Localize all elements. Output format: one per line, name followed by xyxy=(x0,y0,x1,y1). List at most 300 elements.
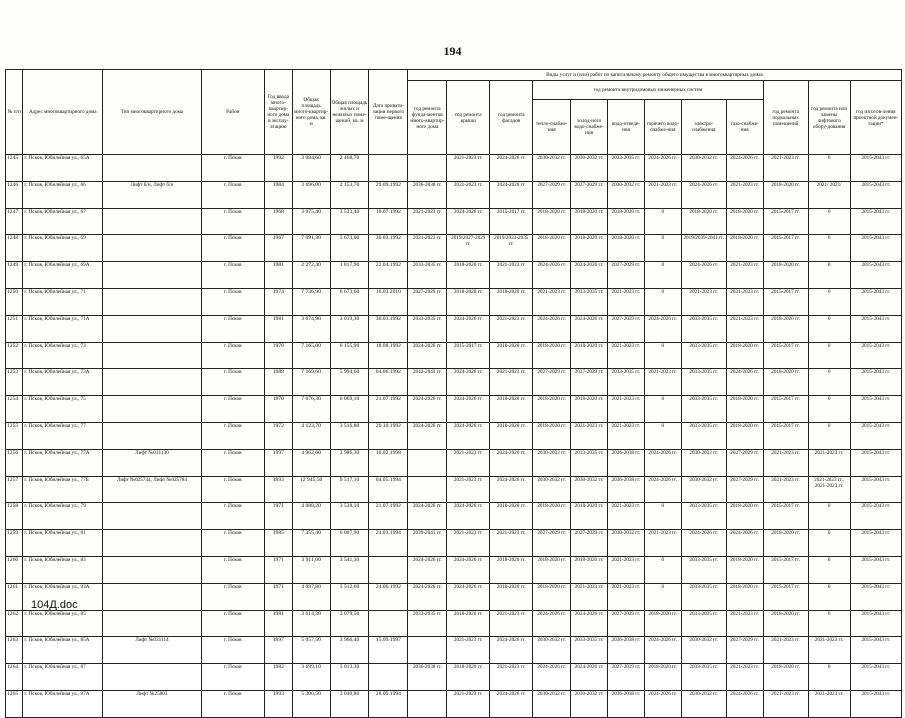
docs-year-cell: 2015-2043 гг. xyxy=(850,155,901,182)
living-area-cell: 9 517,10 xyxy=(330,476,369,503)
gas-year-cell: 2018-2020 гг. xyxy=(726,583,763,610)
facade-year-cell: 2021-2023 гг. xyxy=(490,369,533,396)
district-cell: г. Псков xyxy=(201,503,264,530)
district-cell: г. Псков xyxy=(201,369,264,396)
district-cell: г. Псков xyxy=(201,690,264,717)
total-area-cell: 3 911,00 xyxy=(292,556,330,583)
roof-year-cell: 2021-2023 гг. xyxy=(447,155,490,182)
gas-year-cell: 2027-2029 гг. xyxy=(726,449,763,476)
living-area-cell: 6 673,60 xyxy=(330,288,369,315)
docs-year-cell: 2015-2043 гг. xyxy=(850,369,901,396)
heat-year-cell: 2018-2020 гг. xyxy=(533,583,571,610)
row-number: 1265 xyxy=(6,690,23,717)
electric-year-cell: 2033-2035 гг. xyxy=(681,556,726,583)
district-cell: г. Псков xyxy=(201,155,264,182)
basement-year-cell: 2015-2017 гг. xyxy=(763,422,808,449)
facade-year-cell: 2019/2033-2035 гг. xyxy=(490,235,533,262)
facade-year-cell: 2024-2026 гг. xyxy=(490,690,533,717)
house-type-cell xyxy=(103,530,201,557)
docs-year-cell: 2015-2043 гг. xyxy=(850,288,901,315)
cold-water-year-cell: 2024-2026 гг. xyxy=(571,610,608,637)
table-row xyxy=(6,476,902,503)
basement-year-cell: 2021-2023 гг. xyxy=(763,449,808,476)
privatization-date-cell: 21.07.1992 xyxy=(369,396,408,423)
privatization-date-cell: 10.07.1992 xyxy=(369,208,408,235)
district-cell: г. Псков xyxy=(201,396,264,423)
foundation-year-cell: 2036-2038 гг. xyxy=(408,664,447,691)
gas-year-cell: 2021-2023 гг. xyxy=(726,315,763,342)
year-cell: 1972 xyxy=(265,422,293,449)
house-type-cell xyxy=(103,155,201,182)
year-cell: 1981 xyxy=(265,262,293,289)
gas-year-cell: 2021-2023 гг. xyxy=(726,181,763,208)
electric-year-cell: 2033-2035 гг. xyxy=(681,396,726,423)
row-number: 1253 xyxy=(6,369,23,396)
address-cell: г. Псков, Юбилейная ул., 85А xyxy=(23,637,103,664)
sewer-year-cell: 2036-2038 гг. xyxy=(607,449,644,476)
header-num: № п/п xyxy=(6,70,23,155)
row-number: 1254 xyxy=(6,396,23,423)
lift-year-cell: 2021-2023 гг. xyxy=(808,449,850,476)
heat-year-cell: 2021-2023 гг. xyxy=(533,288,571,315)
house-type-cell xyxy=(103,422,201,449)
privatization-date-cell: 28.09.1994 xyxy=(369,690,408,717)
total-area-cell: 4 962,60 xyxy=(292,449,330,476)
house-type-cell xyxy=(103,315,201,342)
foundation-year-cell: 2024-2026 гг. xyxy=(408,396,447,423)
year-cell: 1968 xyxy=(265,208,293,235)
cold-water-year-cell: 2018-2020 гг. xyxy=(571,342,608,369)
lift-year-cell: 0 xyxy=(808,610,850,637)
address-cell: г. Псков, Юбилейная ул., 81 xyxy=(23,530,103,557)
roof-year-cell: 2021-2023 гг. xyxy=(447,637,490,664)
docs-year-cell: 2015-2043 гг. xyxy=(850,503,901,530)
lift-year-cell: 2021-2023 гг. xyxy=(808,690,850,717)
total-area-cell: 7 169,60 xyxy=(292,369,330,396)
hot-water-year-cell: 0 xyxy=(644,396,681,423)
electric-year-cell: 2033-2035 гг. xyxy=(681,503,726,530)
living-area-cell: 3 019,30 xyxy=(330,315,369,342)
district-cell: г. Псков xyxy=(201,583,264,610)
sewer-year-cell: 2021-2023 гг. xyxy=(607,556,644,583)
roof-year-cell: 2018-2020 гг. xyxy=(447,262,490,289)
address-cell: г. Псков, Юбилейная ул., 75 xyxy=(23,396,103,423)
total-area-cell: 7 165,00 xyxy=(292,342,330,369)
total-area-cell: 4 088,20 xyxy=(292,503,330,530)
house-type-cell xyxy=(103,396,201,423)
facade-year-cell: 2024-2026 гг. xyxy=(490,476,533,503)
table-row xyxy=(6,396,902,423)
docs-year-cell: 2015-2043 гг. xyxy=(850,396,901,423)
table-row xyxy=(6,583,902,610)
privatization-date-cell: 16.03.2010 xyxy=(369,288,408,315)
district-cell: г. Псков xyxy=(201,449,264,476)
docs-year-cell: 2015-2043 гг. xyxy=(850,690,901,717)
hot-water-year-cell: 2018-2020 гг. xyxy=(644,664,681,691)
year-cell: 1997 xyxy=(265,449,293,476)
facade-year-cell: 2018-2020 гг. xyxy=(490,583,533,610)
year-cell: 1997 xyxy=(265,637,293,664)
heat-year-cell: 2024-2026 гг. xyxy=(533,262,571,289)
house-type-cell xyxy=(103,664,201,691)
gas-year-cell: 2018-2020 гг. xyxy=(726,503,763,530)
address-cell: г. Псков, Юбилейная ул., 67 xyxy=(23,208,103,235)
lift-year-cell: 0 xyxy=(808,396,850,423)
header-sewer: водо-отведе-ния xyxy=(607,100,644,155)
house-type-cell: Лифт №031130 xyxy=(103,449,201,476)
row-number: 1248 xyxy=(6,235,23,262)
basement-year-cell: 2015-2017 гг. xyxy=(763,503,808,530)
roof-year-cell: 2024-2026 гг. xyxy=(447,422,490,449)
district-cell: г. Псков xyxy=(201,181,264,208)
lift-year-cell: 0 xyxy=(808,422,850,449)
gas-year-cell: 2024-2026 гг. xyxy=(726,690,763,717)
address-cell: г. Псков, Юбилейная ул., 85 xyxy=(23,610,103,637)
foundation-year-cell: 2024-2026 гг. xyxy=(408,342,447,369)
gas-year-cell: 2024-2026 гг. xyxy=(726,530,763,557)
table-row xyxy=(6,342,902,369)
sewer-year-cell: 2021-2023 гг. xyxy=(607,503,644,530)
foundation-year-cell: 2042-2043 гг. xyxy=(408,369,447,396)
living-area-cell: 6 155,90 xyxy=(330,342,369,369)
year-cell: 1985 xyxy=(265,530,293,557)
basement-year-cell: 2021-2023 гг. xyxy=(763,155,808,182)
lift-year-cell: 2021-2023 гг. xyxy=(808,637,850,664)
header-basement: год ремонта подвальных помещений xyxy=(763,81,808,155)
foundation-year-cell: 2021-2023 гг. xyxy=(408,208,447,235)
foundation-year-cell: 2033-2035 гг. xyxy=(408,262,447,289)
facade-year-cell: 2021-2023 гг. xyxy=(490,262,533,289)
sewer-year-cell: 2027-2029 гг. xyxy=(607,315,644,342)
foundation-year-cell: 2039-2041 гг. xyxy=(408,530,447,557)
docs-year-cell: 2015-2043 гг. xyxy=(850,610,901,637)
basement-year-cell: 2021-2023 гг. xyxy=(763,637,808,664)
district-cell: г. Псков xyxy=(201,422,264,449)
docs-year-cell: 2015-2043 гг. xyxy=(850,262,901,289)
hot-water-year-cell: 2021-2023 гг. xyxy=(644,181,681,208)
living-area-cell: 3 516,80 xyxy=(330,422,369,449)
house-type-cell xyxy=(103,503,201,530)
header-total-area: Общая площадь много-квартир-ного дома, кв. м xyxy=(292,70,330,155)
header-docs: год изготов-ления проектной докумен-тации* xyxy=(850,81,901,155)
year-cell: 1981 xyxy=(265,315,293,342)
electric-year-cell: 2033-2035 гг. xyxy=(681,610,726,637)
gas-year-cell: 2018-2020 гг. xyxy=(726,556,763,583)
lift-year-cell: 0 xyxy=(808,369,850,396)
total-area-cell: 5 057,50 xyxy=(292,637,330,664)
address-cell: г. Псков, Юбилейная ул., 66 xyxy=(23,181,103,208)
table-row xyxy=(6,503,902,530)
sewer-year-cell: 2018-2020 гг. xyxy=(607,208,644,235)
heat-year-cell: 2027-2029 гг. xyxy=(533,181,571,208)
sewer-year-cell: 2036-2038 гг. xyxy=(607,637,644,664)
heat-year-cell: 2018-2020 гг. xyxy=(533,422,571,449)
foundation-year-cell: 2036-2038 гг. xyxy=(408,181,447,208)
docs-year-cell: 2015-2043 гг. xyxy=(850,637,901,664)
house-type-cell xyxy=(103,610,201,637)
address-cell: г. Псков, Юбилейная ул., 73А xyxy=(23,369,103,396)
total-area-cell: 7 736,90 xyxy=(292,288,330,315)
cold-water-year-cell: 2018-2020 гг. xyxy=(571,396,608,423)
table-row xyxy=(6,369,902,396)
heat-year-cell: 2030-2032 гг. xyxy=(533,449,571,476)
docs-year-cell: 2015-2043 гг. xyxy=(850,315,901,342)
table-body xyxy=(6,155,902,718)
basement-year-cell: 2015-2017 гг. xyxy=(763,288,808,315)
house-type-cell xyxy=(103,583,201,610)
roof-year-cell: 2024-2026 гг. xyxy=(447,208,490,235)
address-cell: г. Псков, Юбилейная ул., 77 xyxy=(23,422,103,449)
table-row xyxy=(6,530,902,557)
heat-year-cell: 2018-2020 гг. xyxy=(533,396,571,423)
electric-year-cell: 2033-2035 гг. xyxy=(681,369,726,396)
roof-year-cell: 2021-2023 гг. xyxy=(447,449,490,476)
living-area-cell: 3 079,50 xyxy=(330,610,369,637)
hot-water-year-cell: 2024-2026 гг. xyxy=(644,155,681,182)
heat-year-cell: 2024-2026 гг. xyxy=(533,610,571,637)
docs-year-cell: 2015-2043 гг. xyxy=(850,556,901,583)
table-row xyxy=(6,208,902,235)
sewer-year-cell: 2027-2029 гг. xyxy=(607,664,644,691)
basement-year-cell: 2015-2017 гг. xyxy=(763,235,808,262)
roof-year-cell: 2018-2020 гг. xyxy=(447,610,490,637)
lift-year-cell: 0 xyxy=(808,583,850,610)
electric-year-cell: 2030-2032 гг. xyxy=(681,449,726,476)
cold-water-year-cell: 2021-2023 гг. xyxy=(571,422,608,449)
year-cell: 1974 xyxy=(265,288,293,315)
facade-year-cell: 2018-2020 гг. xyxy=(490,342,533,369)
row-number: 1249 xyxy=(6,262,23,289)
hot-water-year-cell: 0 xyxy=(644,503,681,530)
foundation-year-cell: 2024-2026 гг. xyxy=(408,422,447,449)
electric-year-cell: 2021-2023 гг. xyxy=(681,288,726,315)
total-area-cell: 5 300,50 xyxy=(292,690,330,717)
electric-year-cell: 2033-2035 гг. xyxy=(681,664,726,691)
hot-water-year-cell: 0 xyxy=(644,583,681,610)
year-cell: 1971 xyxy=(265,503,293,530)
basement-year-cell: 2018-2020 гг. xyxy=(763,262,808,289)
gas-year-cell: 2027-2029 гг. xyxy=(726,637,763,664)
year-cell: 1993 xyxy=(265,690,293,717)
roof-year-cell: 2024-2026 гг. xyxy=(447,369,490,396)
year-cell: 1970 xyxy=(265,342,293,369)
header-type: Тип многоквартирного дома xyxy=(103,70,201,155)
heat-year-cell: 2018-2020 гг. xyxy=(533,235,571,262)
foundation-year-cell: 2021-2023 гг. xyxy=(408,235,447,262)
page-number: 194 xyxy=(443,44,462,58)
electric-year-cell: 2024-2026 гг. xyxy=(681,262,726,289)
district-cell: г. Псков xyxy=(201,664,264,691)
house-type-cell xyxy=(103,342,201,369)
facade-year-cell: 2018-2020 гг. xyxy=(490,396,533,423)
hot-water-year-cell: 2018-2020 гг. xyxy=(644,610,681,637)
hot-water-year-cell: 2024-2026 гг. xyxy=(644,637,681,664)
docs-year-cell: 2015-2043 гг. xyxy=(850,208,901,235)
row-number: 1256 xyxy=(6,449,23,476)
house-type-cell xyxy=(103,369,201,396)
row-number: 1258 xyxy=(6,503,23,530)
privatization-date-cell: 24.06.1992 xyxy=(369,583,408,610)
living-area-cell: 2 468,70 xyxy=(330,155,369,182)
hot-water-year-cell: 0 xyxy=(644,208,681,235)
living-area-cell: 5 673,00 xyxy=(330,235,369,262)
district-cell: г. Псков xyxy=(201,288,264,315)
heat-year-cell: 2018-2020 гг. xyxy=(533,556,571,583)
privatization-date-cell: 04.05.1994 xyxy=(369,476,408,503)
privatization-date-cell: 30.03.1992 xyxy=(369,315,408,342)
roof-year-cell: 2024-2026 гг. xyxy=(447,503,490,530)
district-cell: г. Псков xyxy=(201,342,264,369)
cold-water-year-cell: 2024-2026 гг. xyxy=(571,664,608,691)
sewer-year-cell: 2021-2023 гг. xyxy=(607,396,644,423)
foundation-year-cell: 2033-2035 гг. xyxy=(408,610,447,637)
table-row xyxy=(6,556,902,583)
cold-water-year-cell: 2024-2026 гг. xyxy=(571,262,608,289)
table-row xyxy=(6,610,902,637)
cold-water-year-cell: 2030-2032 гг. xyxy=(571,155,608,182)
gas-year-cell: 2027-2029 гг. xyxy=(726,476,763,503)
header-foundation: год ремонта фунда-ментов много-квартир-ного дома xyxy=(408,81,447,155)
row-number: 1250 xyxy=(6,288,23,315)
sewer-year-cell: 2036-2038 гг. xyxy=(607,690,644,717)
heat-year-cell: 2030-2032 гг. xyxy=(533,155,571,182)
privatization-date-cell: 04.06.1992 xyxy=(369,369,408,396)
docs-year-cell: 2015-2043 гг. xyxy=(850,342,901,369)
total-area-cell: 3 674,90 xyxy=(292,315,330,342)
living-area-cell: 3 040,80 xyxy=(330,690,369,717)
table-row xyxy=(6,288,902,315)
sewer-year-cell: 2018-2020 гг. xyxy=(607,235,644,262)
table-row xyxy=(6,449,902,476)
lift-year-cell: 2021/ 2021/ xyxy=(808,181,850,208)
year-cell: 1982 xyxy=(265,664,293,691)
lift-year-cell: 0 xyxy=(808,315,850,342)
cold-water-year-cell: 2027-2029 гг. xyxy=(571,530,608,557)
foundation-year-cell: 2024-2026 гг. xyxy=(408,556,447,583)
living-area-cell: 3 986,30 xyxy=(330,449,369,476)
foundation-year-cell: 2024-2026 гг. xyxy=(408,583,447,610)
sewer-year-cell: 2021-2023 гг. xyxy=(607,342,644,369)
header-facade: год ремонта фасадов xyxy=(490,81,533,155)
living-area-cell: 1 817,90 xyxy=(330,262,369,289)
district-cell: г. Псков xyxy=(201,262,264,289)
facade-year-cell: 2021-2023 гг. xyxy=(490,530,533,557)
cold-water-year-cell: 2021-2023 гг. xyxy=(571,583,608,610)
foundation-year-cell: 2033-2035 гг. xyxy=(408,315,447,342)
living-area-cell: 5 994,60 xyxy=(330,369,369,396)
total-area-cell: 7 091,30 xyxy=(292,235,330,262)
docs-year-cell: 2015-2043 гг. xyxy=(850,449,901,476)
row-number: 1251 xyxy=(6,315,23,342)
sewer-year-cell: 2030-2032 гг. xyxy=(607,181,644,208)
gas-year-cell: 2018-2020 гг. xyxy=(726,422,763,449)
address-cell: г. Псков, Юбилейная ул., 87А xyxy=(23,690,103,717)
capital-repair-table xyxy=(5,69,902,718)
living-area-cell: 3 966,40 xyxy=(330,637,369,664)
hot-water-year-cell: 2021-2023 гг. xyxy=(644,369,681,396)
electric-year-cell: 2030-2032 гг. xyxy=(681,637,726,664)
year-cell: 1967 xyxy=(265,235,293,262)
row-number: 1263 xyxy=(6,637,23,664)
table-row xyxy=(6,690,902,717)
total-area-cell: 12 945,50 xyxy=(292,476,330,503)
cold-water-year-cell: 2018-2020 гг. xyxy=(571,556,608,583)
facade-year-cell: 2024-2026 гг. xyxy=(490,181,533,208)
lift-year-cell: 0 xyxy=(808,235,850,262)
lift-year-cell: 0 xyxy=(808,342,850,369)
row-number: 1259 xyxy=(6,530,23,557)
lift-year-cell: 0 xyxy=(808,556,850,583)
row-number: 1246 xyxy=(6,181,23,208)
privatization-date-cell: 22.04.1992 xyxy=(369,262,408,289)
gas-year-cell: 2021-2023 гг. xyxy=(726,288,763,315)
hot-water-year-cell: 0 xyxy=(644,262,681,289)
heat-year-cell: 2024-2026 гг. xyxy=(533,664,571,691)
docs-year-cell: 2015-2043 гг. xyxy=(850,530,901,557)
foundation-year-cell xyxy=(408,449,447,476)
living-area-cell: 3 533,40 xyxy=(330,208,369,235)
electric-year-cell: 2033-2035 гг. xyxy=(681,342,726,369)
facade-year-cell: 2018-2020 гг. xyxy=(490,503,533,530)
basement-year-cell: 2018-2020 гг. xyxy=(763,664,808,691)
sewer-year-cell: 2030-2032 гг. xyxy=(607,530,644,557)
total-area-cell: 3 696,00 xyxy=(292,181,330,208)
electric-year-cell: 2030-2032 гг. xyxy=(681,476,726,503)
hot-water-year-cell: 2024-2026 гг. xyxy=(644,315,681,342)
header-hot-water: горячего водо-снабже-ния xyxy=(644,100,681,155)
roof-year-cell: 2019/2027-2029 гг. xyxy=(447,235,490,262)
foundation-year-cell: 2024-2026 гг. xyxy=(408,503,447,530)
hot-water-year-cell: 2024-2026 гг. xyxy=(644,690,681,717)
basement-year-cell: 2015-2017 гг. xyxy=(763,342,808,369)
cold-water-year-cell: 2030-2032 гг. xyxy=(571,476,608,503)
hot-water-year-cell: 0 xyxy=(644,235,681,262)
heat-year-cell: 2030-2032 гг. xyxy=(533,690,571,717)
heat-year-cell: 2024-2026 гг. xyxy=(533,315,571,342)
total-area-cell: 3 699,10 xyxy=(292,664,330,691)
district-cell: г. Псков xyxy=(201,476,264,503)
privatization-date-cell: 29.09.1992 xyxy=(369,181,408,208)
cold-water-year-cell: 2027-2029 гг. xyxy=(571,369,608,396)
house-type-cell xyxy=(103,288,201,315)
foundation-year-cell: 2027-2029 гг. xyxy=(408,288,447,315)
cold-water-year-cell: 2018-2020 гг. xyxy=(571,208,608,235)
house-type-cell: Лифт №025744, Лифт №025784 xyxy=(103,476,201,503)
roof-year-cell: 2024-2026 гг. xyxy=(447,556,490,583)
row-number: 1247 xyxy=(6,208,23,235)
address-cell: г. Псков, Юбилейная ул., 69А xyxy=(23,262,103,289)
gas-year-cell: 2024-2026 гг. xyxy=(726,369,763,396)
hot-water-year-cell: 0 xyxy=(644,556,681,583)
facade-year-cell: 2015-2017 гг. xyxy=(490,208,533,235)
privatization-date-cell: 24.03.1994 xyxy=(369,530,408,557)
address-cell: г. Псков, Юбилейная ул., 79 xyxy=(23,503,103,530)
basement-year-cell: 2018-2020 гг. xyxy=(763,315,808,342)
district-cell: г. Псков xyxy=(201,235,264,262)
electric-year-cell: 2019/2039-2041 гг. xyxy=(681,235,726,262)
hot-water-year-cell: 2024-2026 гг. xyxy=(644,449,681,476)
address-cell: г. Псков, Юбилейная ул., 83А xyxy=(23,583,103,610)
row-number: 1257 xyxy=(6,476,23,503)
gas-year-cell: 2021-2023 гг. xyxy=(726,262,763,289)
facade-year-cell: 2021-2023 гг. xyxy=(490,664,533,691)
electric-year-cell: 2018-2020 гг. xyxy=(681,208,726,235)
district-cell: г. Псков xyxy=(201,637,264,664)
electric-year-cell: 2033-2035 гг. xyxy=(681,583,726,610)
lift-year-cell: 0 xyxy=(808,155,850,182)
privatization-date-cell xyxy=(369,610,408,637)
table-row xyxy=(6,664,902,691)
